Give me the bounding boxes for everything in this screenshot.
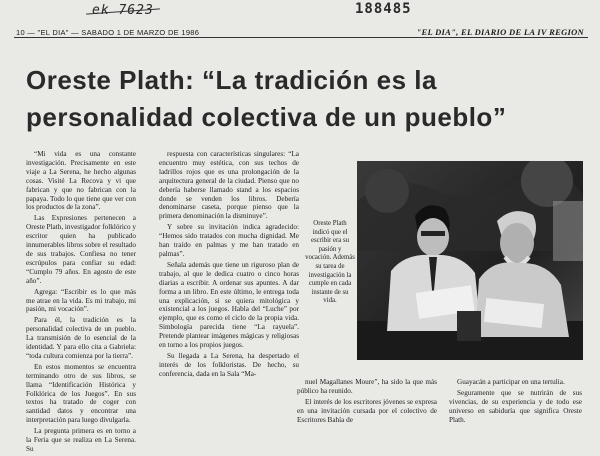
paragraph: Agrega: “Escribir es lo que más me atrae en la vida. Es mi trabajo, mi pasión, mi vocación”. xyxy=(26,287,136,314)
paragraph: respuesta con características singulares: “La encuentro muy estética, con sus techos de ladrillos rojos que es una prolongación de la arquitectura general de la ciudad. Pienso que no debería haberse llamado stand a los espacios donde se venden los libros. Debería denominarse caseta, porque pienso que la primera denominación la disminuye”. xyxy=(159,150,299,221)
paragraph: Su llegada a La Serena, ha despertado el interés de los folkloristas. De hecho, su conferencia, dada en la Sala “Ma- xyxy=(159,351,299,378)
article-column-3 xyxy=(297,378,437,427)
article-column-2 xyxy=(159,150,299,381)
page-header-date: 10 — "EL DIA" — SABADO 1 DE MARZO DE 1986 xyxy=(16,28,200,37)
paragraph: Señala además que tiene un riguroso plan de trabajo, al que le dedica cuatro o cinco horas diarias a escribir. A ordenar sus apuntes. A dar forma a un libro. En este último, le entrega toda una explicación, si se quiera mitológica y existencial a los juegos. Habla del “Luche” por ejemplo, que es como el ciclo de la propia vida. Simbología parecida tiene “La rayuela”. Pretende plantear imágenes mágicas y religiosas en torno a los propios juegos. xyxy=(159,260,299,350)
paragraph: En estos momentos se encuentra terminando otro de sus libros, se llama “Identificación Histórica y Folklórica de los Juegos”. En sus textos ha tratado de coger con santidad datos y encontrar una interpretación para luego divulgarla. xyxy=(26,362,136,425)
paragraph: nuel Magallanes Moure”, ha sido la que más público ha reunido. xyxy=(297,378,437,395)
header-divider xyxy=(14,37,588,38)
archive-stamp-number: 188485 xyxy=(355,1,412,17)
photo-two-men-reading xyxy=(357,161,583,360)
article-column-1 xyxy=(26,150,136,456)
paragraph: “Mi vida es una constante investigación. Precisamente en este viaje a La Serena, he hecho algunas cosas. Visité La Recova y vi que fabrican y que no fabrican con la papaya. Todo lo que tiene que ver con los productos de la zona”. xyxy=(26,150,136,212)
headline-line-2: personalidad colectiva de un pueblo” xyxy=(26,102,507,132)
headline-line-1: Oreste Plath: “La tradición es la xyxy=(26,65,437,95)
paragraph: El interés de los escritores jóvenes se expresa en una invitación cursada por el colectivo de Escritores Bahía de xyxy=(297,397,437,424)
paragraph: Guayacán a participar en una tertulia. xyxy=(457,378,565,386)
article-photo xyxy=(357,161,583,360)
article-column-4 xyxy=(449,378,582,427)
paragraph: La pregunta primera es en torno a la Feria que se realiza en La Serena. Su xyxy=(26,427,136,453)
paragraph: Para él, la tradición es la personalidad colectiva de un pueblo. La transmisión de lo esencial de la identidad. Y para ello cita a Gabriela: “toda cultura comienza por la tierra”. xyxy=(26,316,136,360)
page-header-masthead: "EL DIA", EL DIARIO DE LA IV REGION xyxy=(416,27,584,37)
photo-caption: Oreste Plath indicó que el escribir era su pasión y vocación. Además su tarea de investigación la cumple en cada instante de su vida. xyxy=(305,220,355,305)
article-headline xyxy=(26,62,586,136)
handwritten-note: ek 7623 xyxy=(92,3,154,18)
paragraph: Las Expresiones pertenecen a Oreste Plath, investigador folklórico y escritor quien ha publicado innumerables libros sobre el resultado de sus trabajos. Confiesa no tener escrúpulos para confiar su edad: “Cumplo 79 años. En agosto de este año”. xyxy=(26,214,136,285)
paragraph: Y sobre su invitación indica agradecido: “Hemos sido tratados con mucha dignidad. Me han traído en palmas y me han tratado en palmas”. xyxy=(159,223,299,258)
paragraph: Seguramente que se nutrirán de sus vivencias, de su experiencia y de todo ese universo en sabiduría que significa Oreste Plath. xyxy=(449,388,582,424)
